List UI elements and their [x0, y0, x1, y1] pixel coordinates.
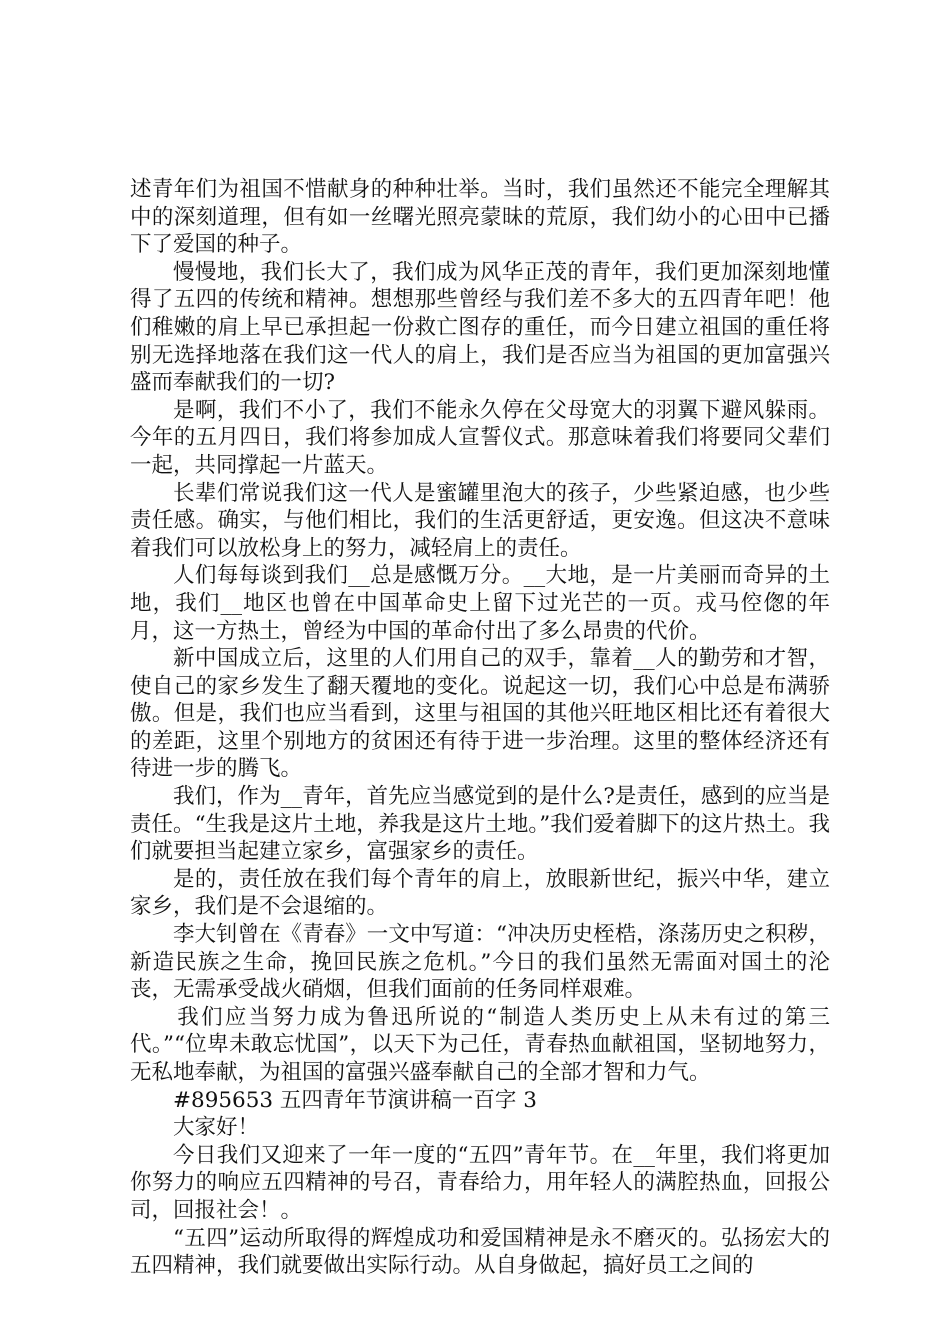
paragraph: 我们应当努力成为鲁迅所说的“制造人类历史上从未有过的第三代。”“位卑未敢忘忧国”，以天下为己任，青春热血献祖国，坚韧地努力，无私地奉献，为祖国的富强兴盛奉献自己的全部才智和力气。 [130, 1004, 830, 1085]
greeting: 大家好！ [173, 1115, 260, 1141]
document-body [130, 176, 830, 1280]
paragraph: 新中国成立后，这里的人们用自己的双手，靠着__人的勤劳和才智，使自己的家乡发生了翻天覆地的变化。说起这一切，我们心中总是布满骄傲。但是，我们也应当看到，这里与祖国的其他兴旺地区相比还有着很大的差距，这里个别地方的贫困还有待于进一步治理。这里的整体经济还有待进一步的腾飞。 [130, 646, 830, 782]
paragraph: 慢慢地，我们长大了，我们成为风华正茂的青年，我们更加深刻地懂得了五四的传统和精神。想想那些曾经与我们差不多大的五四青年吧！他们稚嫩的肩上早已承担起一份救亡图存的重任，而今日建立祖国的重任将别无选择地落在我们这一代人的肩上，我们是否应当为祖国的更加富强兴盛而奉献我们的一切? [130, 259, 830, 396]
paragraph: 李大钊曾在《青春》一文中写道：“冲决历史桎梏，涤荡历史之积秽，新造民族之生命，挽回民族之危机。”今日的我们虽然无需面对国土的沦丧，无需承受战火硝烟，但我们面前的任务同样艰难。 [130, 922, 830, 1003]
paragraph: “五四”运动所取得的辉煌成功和爱国精神是永不磨灭的。弘扬宏大的五四精神，我们就要做出实际行动。从自身做起，搞好员工之间的 [130, 1225, 830, 1279]
paragraph: 是啊，我们不小了，我们不能永久停在父母宽大的羽翼下避风躲雨。今年的五月四日，我们将参加成人宣誓仪式。那意味着我们将要同父辈们一起，共同撑起一片蓝天。 [130, 397, 830, 478]
paragraph: 长辈们常说我们这一代人是蜜罐里泡大的孩子，少些紧迫感，也少些责任感。确实，与他们相比，我们的生活更舒适，更安逸。但这决不意味着我们可以放松身上的努力，减轻肩上的责任。 [130, 480, 830, 561]
paragraph-continuation: 述青年们为祖国不惜献身的种种壮举。当时，我们虽然还不能完全理解其中的深刻道理，但有如一丝曙光照亮蒙昧的荒原，我们幼小的心田中已播下了爱国的种子。 [130, 177, 830, 258]
section-heading: #895653 五四青年节演讲稿一百字 3 [173, 1087, 537, 1113]
paragraph: 是的，责任放在我们每个青年的肩上，放眼新世纪，振兴中华，建立家乡，我们是不会退缩的。 [130, 866, 830, 920]
paragraph: 人们每每谈到我们__总是感慨万分。__大地，是一片美丽而奇异的土地，我们__地区也曾在中国革命史上留下过光芒的一页。戎马倥偬的年月，这一方热土，曾经为中国的革命付出了多么昂贵的代价。 [130, 563, 830, 644]
paragraph: 我们，作为__青年，首先应当感觉到的是什么?是责任，感到的应当是责任。“生我是这片土地，养我是这片土地。”我们爱着脚下的这片热土。我们就要担当起建立家乡，富强家乡的责任。 [130, 784, 830, 865]
paragraph: 今日我们又迎来了一年一度的“五四”青年节。在__年里，我们将更加你努力的响应五四精神的号召，青春给力，用年轻人的满腔热血，回报公司，回报社会！。 [130, 1142, 830, 1223]
